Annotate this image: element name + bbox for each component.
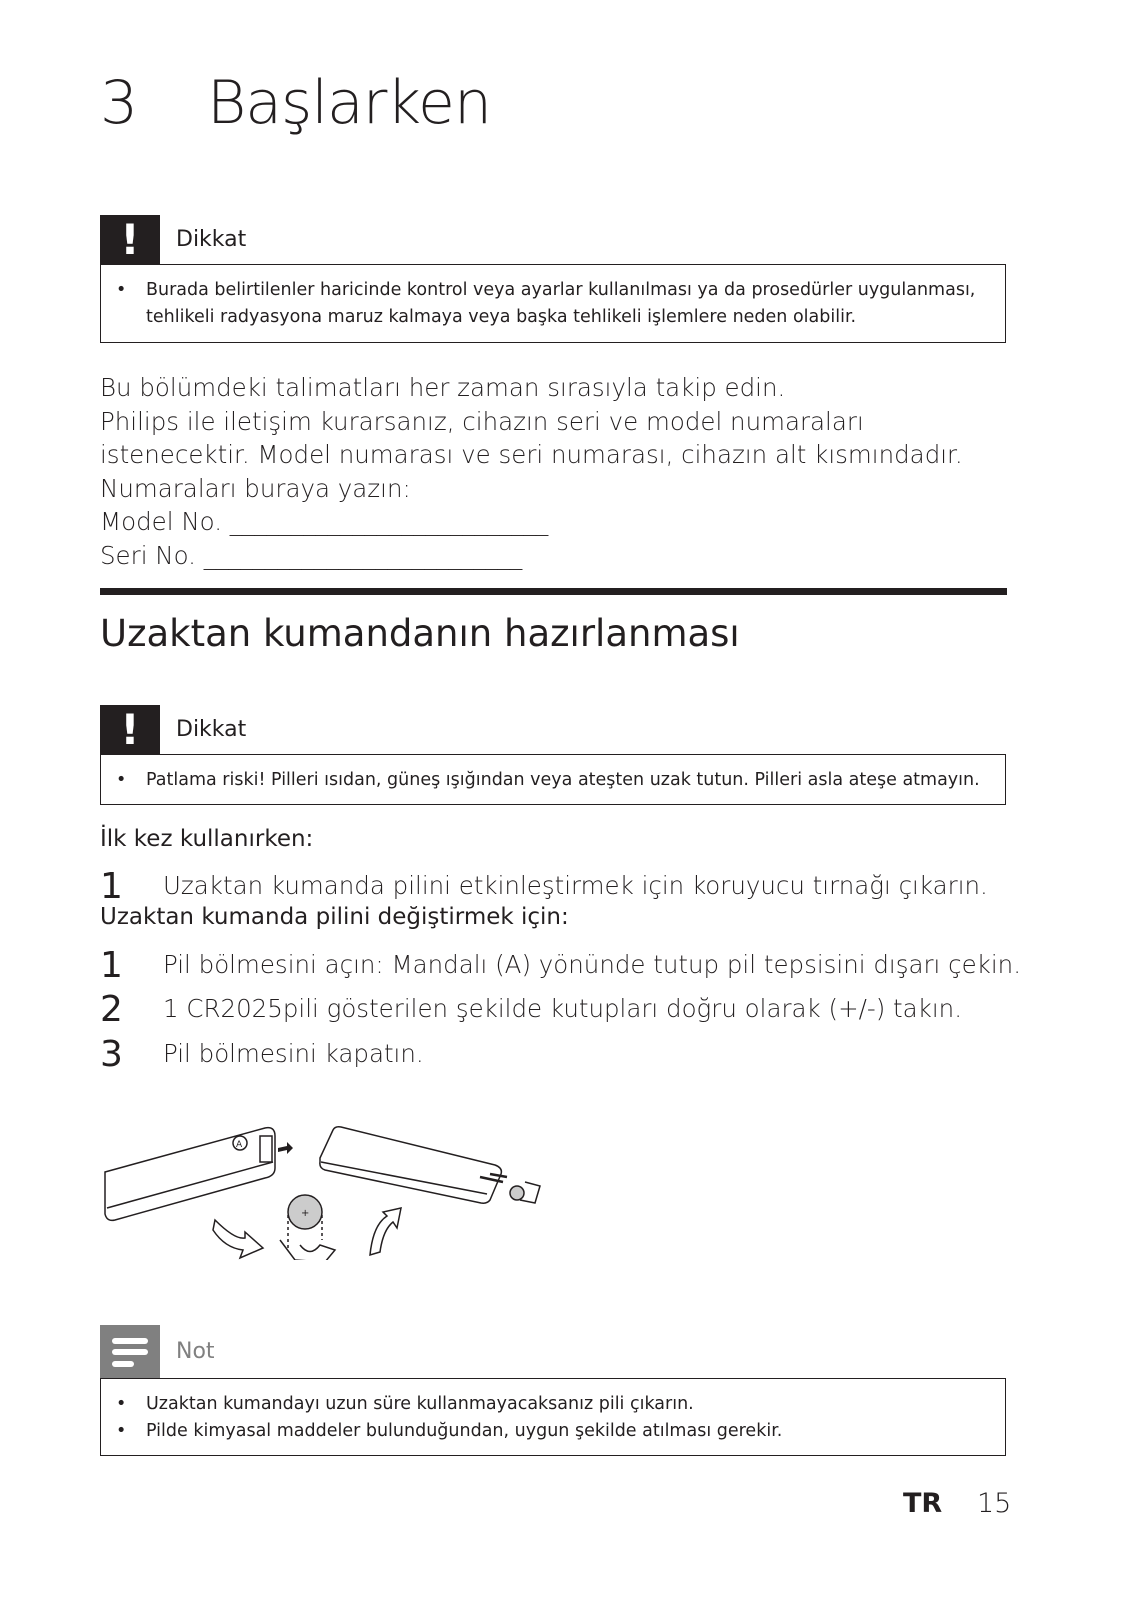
step-text: Uzaktan kumanda pilini etkinleştirmek için koruyucu tırnağı çıkarın. — [163, 871, 988, 900]
exclamation-icon: ! — [100, 215, 160, 265]
chapter-title: Başlarken — [207, 68, 491, 138]
step-number: 2 — [100, 989, 123, 1030]
step-text: Pil bölmesini açın: Mandalı (A) yönünde tutup pil tepsisini dışarı çekin. — [163, 950, 1021, 979]
step-text: 1 CR2025pili gösterilen şekilde kutupları doğru olarak (+/-) takın. — [163, 994, 962, 1023]
note-icon — [100, 1325, 160, 1378]
section-title: Uzaktan kumandanın hazırlanması — [100, 612, 740, 655]
intro-line: Bu bölümdeki talimatları her zaman sırasıyla takip edin. — [100, 373, 786, 402]
note-label: Not — [176, 1339, 215, 1364]
replace-heading: Uzaktan kumanda pilini değiştirmek için: — [100, 904, 569, 930]
caution-label: Dikkat — [176, 227, 247, 252]
step — [100, 866, 988, 907]
step-number: 1 — [100, 945, 123, 986]
model-no-field: Model No. __________________________ — [100, 507, 549, 536]
page-number: 15 — [977, 1488, 1012, 1519]
step-number: 1 — [100, 866, 123, 907]
caution-box — [100, 264, 1006, 343]
step — [100, 1034, 424, 1075]
caution-box — [100, 754, 1006, 805]
note-item: • Uzaktan kumandayı uzun süre kullanmayacaksanız pili çıkarın. — [146, 1391, 985, 1418]
step-number: 3 — [100, 1034, 123, 1075]
step — [100, 989, 962, 1030]
caution-item: • Patlama riski! Pilleri ısıdan, güneş ışığından veya ateşten uzak tutun. Pilleri asla ateşe atmayın. — [146, 767, 985, 794]
caution-label: Dikkat — [176, 717, 247, 742]
chapter-number: 3 — [100, 68, 139, 138]
first-use-heading: İlk kez kullanırken: — [100, 826, 314, 852]
step — [100, 945, 1021, 986]
note-item: • Pilde kimyasal maddeler bulunduğundan, uygun şekilde atılması gerekir. — [146, 1418, 985, 1445]
note-box — [100, 1378, 1006, 1456]
caution-item: • Burada belirtilenler haricinde kontrol veya ayarlar kullanılması ya da prosedürler uygulanması, tehlikeli radyasyona maruz kalmaya veya başka tehlikeli işlemlere neden olabilir. — [146, 277, 985, 331]
intro-line: Philips ile iletişim kurarsanız, cihazın seri ve model numaraları istenecektir. Model numarası ve seri numarası, cihazın alt kısmındadır. Numaraları buraya yazın: — [100, 406, 963, 503]
language-code: TR — [903, 1488, 943, 1519]
svg-text:A: A — [236, 1140, 243, 1150]
intro-text — [100, 371, 1020, 572]
exclamation-icon: ! — [100, 705, 160, 755]
serial-no-field: Seri No. __________________________ — [100, 540, 523, 570]
battery-replacement-illustration — [95, 1090, 555, 1260]
step-text: Pil bölmesini kapatın. — [163, 1039, 424, 1068]
section-divider — [100, 588, 1007, 595]
svg-text:+: + — [301, 1208, 310, 1219]
